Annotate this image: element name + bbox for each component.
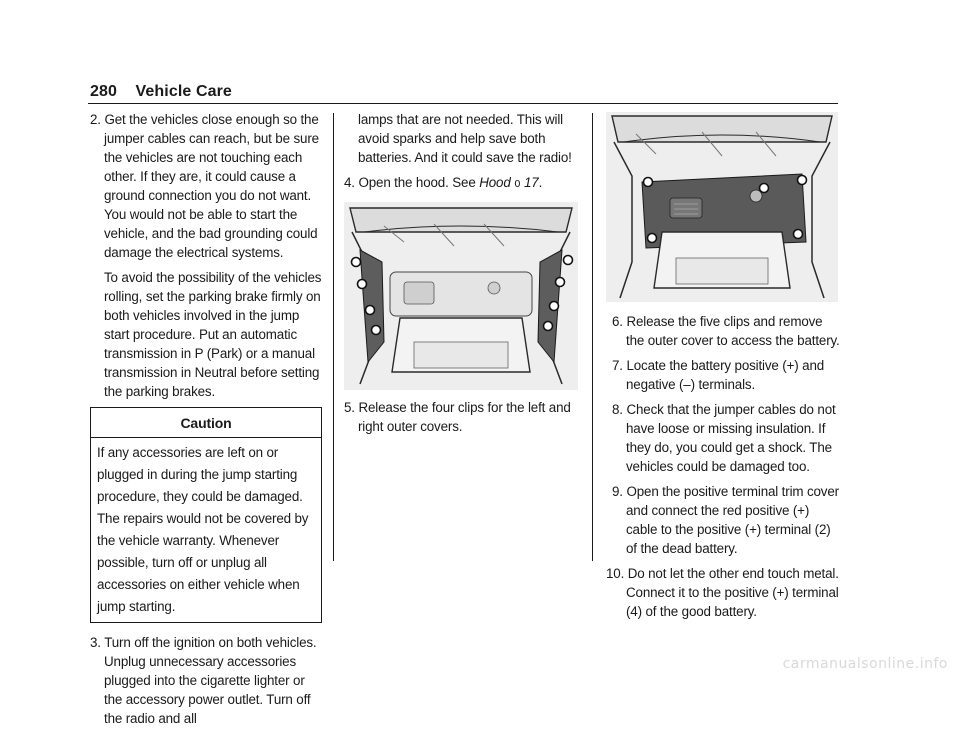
caution-title: Caution: [91, 408, 321, 438]
step-text: Release the four clips for the left and right outer covers.: [358, 400, 571, 434]
header-rule: [88, 103, 838, 104]
step-number: 10.: [606, 566, 625, 581]
step-number: 3.: [90, 635, 101, 650]
step-text: Check that the jumper cables do not have loose or missing insulation. If they do, you could get a shock. The vehicles could be damaged too.: [626, 402, 836, 474]
step-6: [606, 312, 842, 350]
step-text: Turn off the ignition on both vehicles. Unplug unnecessary accessories plugged into the cigarette lighter or the accessory power outlet. Turn off the radio and all: [104, 635, 317, 726]
step-text: Open the hood. See: [358, 175, 480, 190]
step-5: [344, 398, 580, 436]
step-7: [606, 356, 842, 394]
step-number: 8.: [612, 402, 623, 417]
step-number: 5.: [344, 400, 355, 415]
step-text: Do not let the other end touch metal. Connect it to the positive (+) terminal (4) of the good battery.: [626, 566, 839, 619]
step-10: [606, 564, 842, 621]
step-8: [606, 400, 842, 476]
column-3: [606, 110, 842, 627]
step-9: [606, 482, 842, 558]
hood-clips-illustration: [344, 202, 578, 390]
step-4: 4. Open the hood. See Hood 0 17.: [344, 175, 543, 190]
page-ref-arrow-icon: 0: [514, 179, 521, 190]
page-header: [90, 83, 232, 101]
step-text: Release the five clips and remove the outer cover to access the battery.: [626, 314, 840, 348]
column-1: [90, 110, 322, 734]
column-2: [344, 110, 580, 442]
step-text: Locate the battery positive (+) and negative (–) terminals.: [626, 358, 825, 392]
step-number: 6.: [612, 314, 623, 329]
step-number: 4.: [344, 175, 355, 190]
hood-page-ref[interactable]: 17: [524, 175, 539, 190]
caution-box: [90, 407, 322, 623]
hood-link[interactable]: Hood: [479, 175, 511, 190]
section-title: Vehicle Care: [135, 83, 232, 100]
battery-cover-illustration: [606, 112, 838, 302]
step-2-paragraph: To avoid the possibility of the vehicles rolling, set the parking brake firmly on both vehicles involved in the jump start procedure. Put an automatic transmission in P (Park) or a manual transmission in Neutral before setting the parking brakes.: [104, 270, 322, 399]
step-text: Get the vehicles close enough so the jumper cables can reach, but be sure the vehicles are not touching each other. If they are, it could cause a ground connection you do not want. You would not be able to start the vehicle, and the bad grounding could damage the electrical systems.: [104, 112, 319, 260]
step-number: 2.: [90, 112, 101, 127]
caution-body: If any accessories are left on or plugged in during the jump starting procedure, they could be damaged. The repairs would not be covered by the vehicle warranty. Whenever possible, turn off or unplug all accessories on either vehicle when jump starting.: [97, 445, 309, 614]
watermark: carmanualsonline.info: [782, 656, 948, 672]
page-number: 280: [90, 83, 117, 100]
step-text: Open the positive terminal trim cover and connect the red positive (+) cable to the positive (+) terminal (2) of the dead battery.: [626, 484, 839, 556]
column-divider-2: [592, 113, 593, 561]
column-divider-1: [333, 113, 334, 561]
step-3: [90, 633, 322, 728]
step-number: 9.: [612, 484, 623, 499]
step-3-continued: lamps that are not needed. This will avoid sparks and help save both batteries. And it could save the radio!: [358, 112, 572, 165]
step-number: 7.: [612, 358, 623, 373]
step-2: [90, 110, 322, 262]
